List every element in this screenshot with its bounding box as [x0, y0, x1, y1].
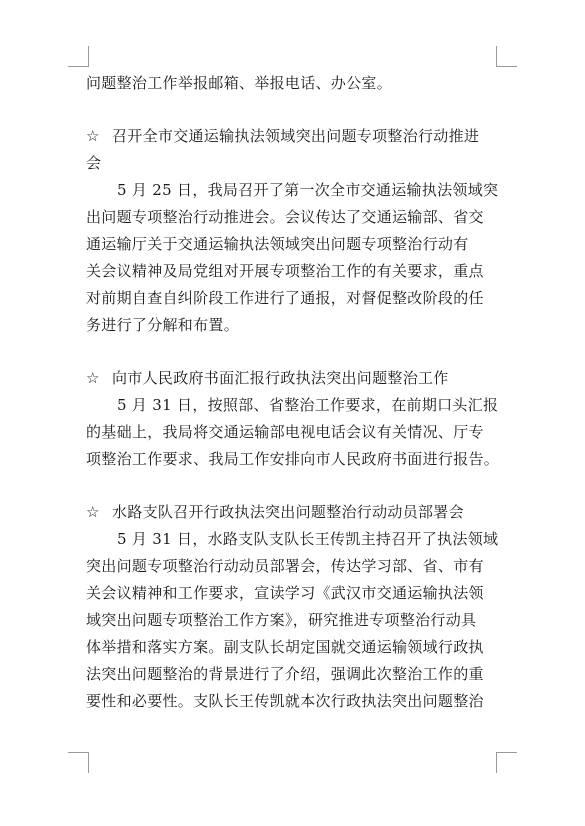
- crop-mark-top-left: [68, 46, 89, 67]
- paragraph-line: 关会议精神和工作要求，宣读学习《武汉市交通运输执法领: [86, 584, 484, 602]
- paragraph-line: 的基础上，我局将交通运输部电视电话会议有关情况、厅专: [86, 423, 484, 441]
- paragraph-line: 项整治工作要求、我局工作安排向市人民政府书面进行报告。: [86, 450, 500, 468]
- paragraph-line: 5 月 31 日，水路支队支队长王传凯主持召开了执法领域: [117, 530, 499, 548]
- paragraph-line: 出问题专项整治行动推进会。会议传达了交通运输部、省交: [86, 208, 484, 226]
- paragraph-line: 对前期自查自纠阶段工作进行了通报，对督促整改阶段的任: [86, 289, 484, 307]
- section-heading-text: 水路支队召开行政执法突出问题整治行动动员部署会: [112, 503, 464, 521]
- star-bullet-icon: ☆: [86, 369, 100, 387]
- section-heading: [86, 365, 498, 392]
- section-spacer: [86, 339, 498, 365]
- document-body: [86, 70, 498, 715]
- intro-line: 问题整治工作举报邮箱、举报电话、办公室。: [86, 74, 393, 92]
- section-heading-text: 向市人民政府书面汇报行政执法突出问题整治工作: [112, 369, 449, 387]
- paragraph-line: 体举措和落实方案。副支队长胡定国就交通运输领域行政执: [86, 638, 484, 656]
- section-spacer: [86, 473, 498, 499]
- paragraph-line: 域突出问题专项整治工作方案》，研究推进专项整治行动具: [86, 611, 477, 629]
- paragraph-line: 务进行了分解和布置。: [86, 316, 240, 334]
- crop-mark-top-right: [496, 46, 517, 67]
- paragraph-line: 突出问题专项整治行动动员部署会，传达学习部、省、市有: [86, 557, 484, 575]
- paragraph-line: 5 月 25 日，我局召开了第一次全市交通运输执法领域突: [117, 181, 499, 199]
- paragraph-line: 5 月 31 日，按照部、省整治工作要求，在前期口头汇报: [117, 396, 499, 414]
- section-heading: [86, 499, 498, 526]
- crop-mark-bottom-left: [68, 752, 89, 773]
- paragraph-line: 通运输厅关于交通运输执法领域突出问题专项整治行动有: [86, 235, 469, 253]
- crop-mark-bottom-right: [496, 752, 517, 773]
- section-heading-continuation: 会: [86, 154, 102, 172]
- paragraph-line: 要性和必要性。支队长王传凯就本次行政执法突出问题整治: [86, 692, 484, 710]
- star-bullet-icon: ☆: [86, 127, 100, 145]
- star-bullet-icon: ☆: [86, 503, 100, 521]
- paragraph-line: 关会议精神及局党组对开展专项整治工作的有关要求，重点: [86, 262, 484, 280]
- section-heading-text: 召开全市交通运输执法领域突出问题专项整治行动推进: [112, 127, 480, 145]
- section-heading: [86, 123, 498, 150]
- section-spacer: [86, 97, 498, 123]
- paragraph-line: 法突出问题整治的背景进行了介绍，强调此次整治工作的重: [86, 665, 484, 683]
